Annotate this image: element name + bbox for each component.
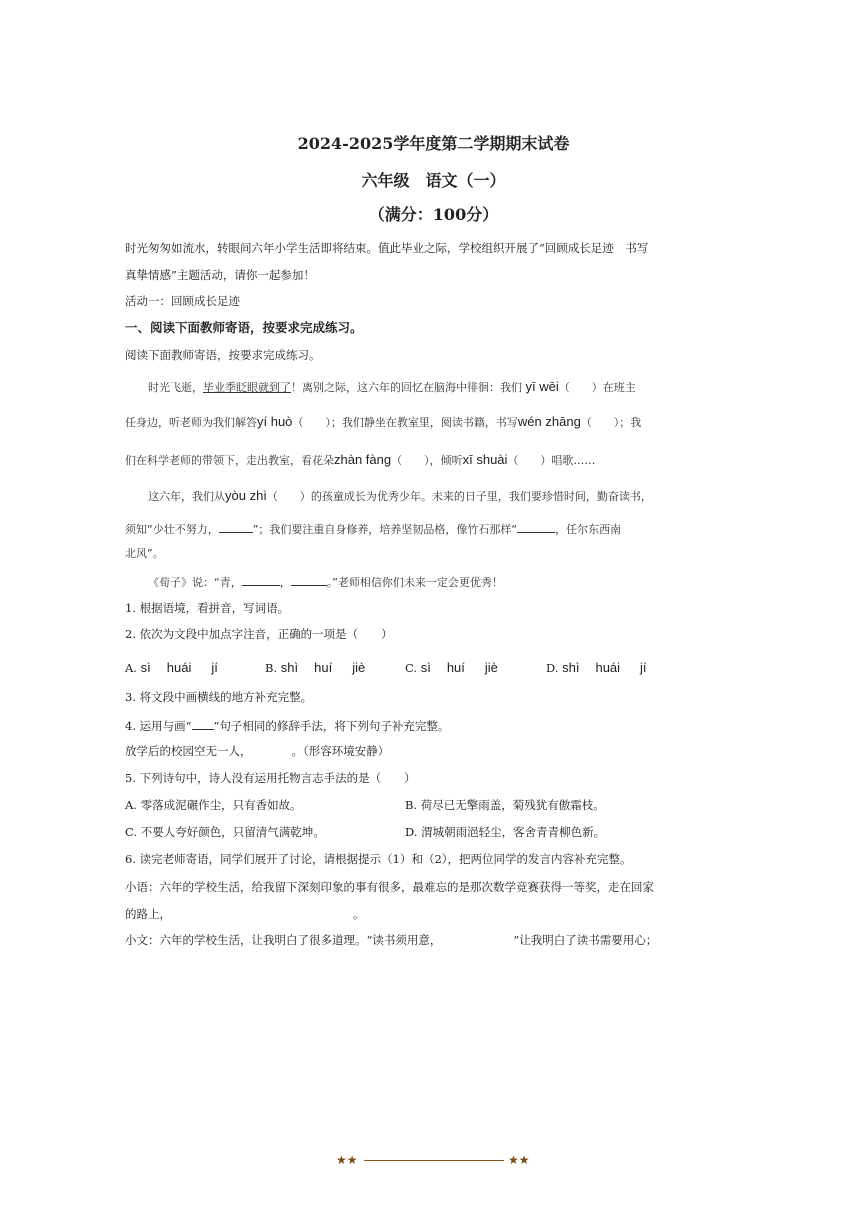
pinyin-yihuo: yí huò [257, 414, 293, 429]
question-5: 5. 下列诗句中，诗人没有运用托物言志手法的是（ ） [125, 771, 416, 785]
option-c[interactable]: C. sì huí jiè [405, 660, 498, 675]
intro-line-2: 真挚情感”主题活动，请你一起参加！ [125, 268, 315, 282]
question-5-option-b[interactable]: B. 荷尽已无擎雨盖，菊残犹有傲霜枝。 [405, 798, 605, 812]
option-b[interactable]: B. shì huí jiè [265, 660, 366, 675]
exam-subtitle: 六年级 语文（一） [361, 171, 506, 190]
answer-blank[interactable] [219, 522, 253, 533]
question-5-option-c[interactable]: C. 不要人夸好颜色，只留清气满乾坤。 [125, 825, 325, 839]
question-6-xiaoyu-line-2: 的路上， 。 [125, 907, 365, 921]
passage-line-4: 这六年，我们从yòu zhì（ ）的孩童成长为优秀少年。未来的日子里，我们要珍惜时间，勤奋读书， [148, 488, 652, 503]
passage-line-1: 时光飞逝，毕业季眨眼就到了！离别之际，这六年的回忆在脑海中徘徊：我们 yī wēi（ ）在班主 [148, 379, 636, 394]
underline-marker [192, 719, 214, 730]
section-1-instruction: 阅读下面教师寄语，按要求完成练习。 [125, 348, 321, 362]
pinyin-xishuai: xī shuài [462, 452, 508, 467]
pinyin-wenzhang: wén zhāng [517, 414, 581, 429]
question-3: 3. 将文段中画横线的地方补充完整。 [125, 690, 313, 704]
star-icon: ★★ [508, 1153, 530, 1167]
passage-line-6: 北风”。 [125, 547, 164, 560]
question-5-option-d[interactable]: D. 渭城朝雨浥轻尘，客舍青青柳色新。 [405, 825, 606, 839]
answer-blank[interactable] [242, 575, 280, 586]
option-d[interactable]: D. shì huái jí [546, 660, 647, 675]
passage-line-3: 们在科学老师的带领下，走出教室，看花朵zhàn fàng（ ），倾听xī shuài（ ）唱歌…… [125, 452, 596, 467]
passage-line-2: 任身边，听老师为我们解答yí huò（ ）；我们静坐在教室里，阅读书籍，书写wén zhāng（ ）；我 [125, 414, 642, 429]
answer-blank[interactable] [291, 575, 327, 586]
intro-line-1: 时光匆匆如流水，转眼间六年小学生活即将结束。值此毕业之际，学校组织开展了“回顾成长足迹 书写 [125, 241, 649, 255]
question-4-sentence: 放学后的校园空无一人， 。（形容环境安静） [125, 744, 390, 758]
footer-divider [364, 1160, 504, 1161]
pinyin-zhanfang: zhàn fàng [334, 452, 392, 467]
question-2: 2. 依次为文段中加点字注音，正确的一项是（ ） [125, 627, 393, 641]
exam-title: 2024-2025学年度第二学期期末试卷 [297, 134, 570, 153]
pinyin-youzhi: yòu zhì [225, 488, 267, 503]
question-6-xiaowen: 小文：六年的学校生活，让我明白了很多道理。“读书须用意， ”让我明白了读书需要用心； [125, 933, 658, 947]
question-6-xiaoyu-line-1: 小语：六年的学校生活，给我留下深刻印象的事有很多，最难忘的是那次数学竞赛获得一等奖，走在回家 [125, 880, 654, 894]
exam-score: （满分：100分） [368, 205, 499, 224]
question-5-option-a[interactable]: A. 零落成泥碾作尘，只有香如故。 [125, 798, 302, 812]
star-icon: ★★ [336, 1153, 358, 1167]
answer-blank[interactable] [517, 522, 555, 533]
page-footer-ornament [336, 1150, 532, 1170]
passage-line-5: 须知“少壮不努力， ”；我们要注重自身修养，培养坚韧品格，像竹石那样“ ，任尔东西南 [125, 523, 622, 536]
passage-line-7: 《荀子》说：“青， ， 。”老师相信你们未来一定会更优秀！ [148, 576, 503, 589]
question-4: 4. 运用与画“ ”句子相同的修辞手法，将下列句子补充完整。 [125, 719, 450, 733]
section-1-heading: 一、阅读下面教师寄语，按要求完成练习。 [125, 320, 363, 335]
question-1: 1. 根据语境，看拼音，写词语。 [125, 601, 290, 615]
pinyin-yiwei: yī wēi [525, 379, 559, 394]
question-6: 6. 读完老师寄语，同学们展开了讨论，请根据提示（1）和（2），把两位同学的发言内容补充完整。 [125, 852, 632, 866]
option-a[interactable]: A. sì huái jí [125, 660, 218, 675]
activity-label: 活动一：回顾成长足迹 [125, 294, 240, 308]
underlined-sentence: 毕业季眨眼就到了 [203, 381, 291, 394]
